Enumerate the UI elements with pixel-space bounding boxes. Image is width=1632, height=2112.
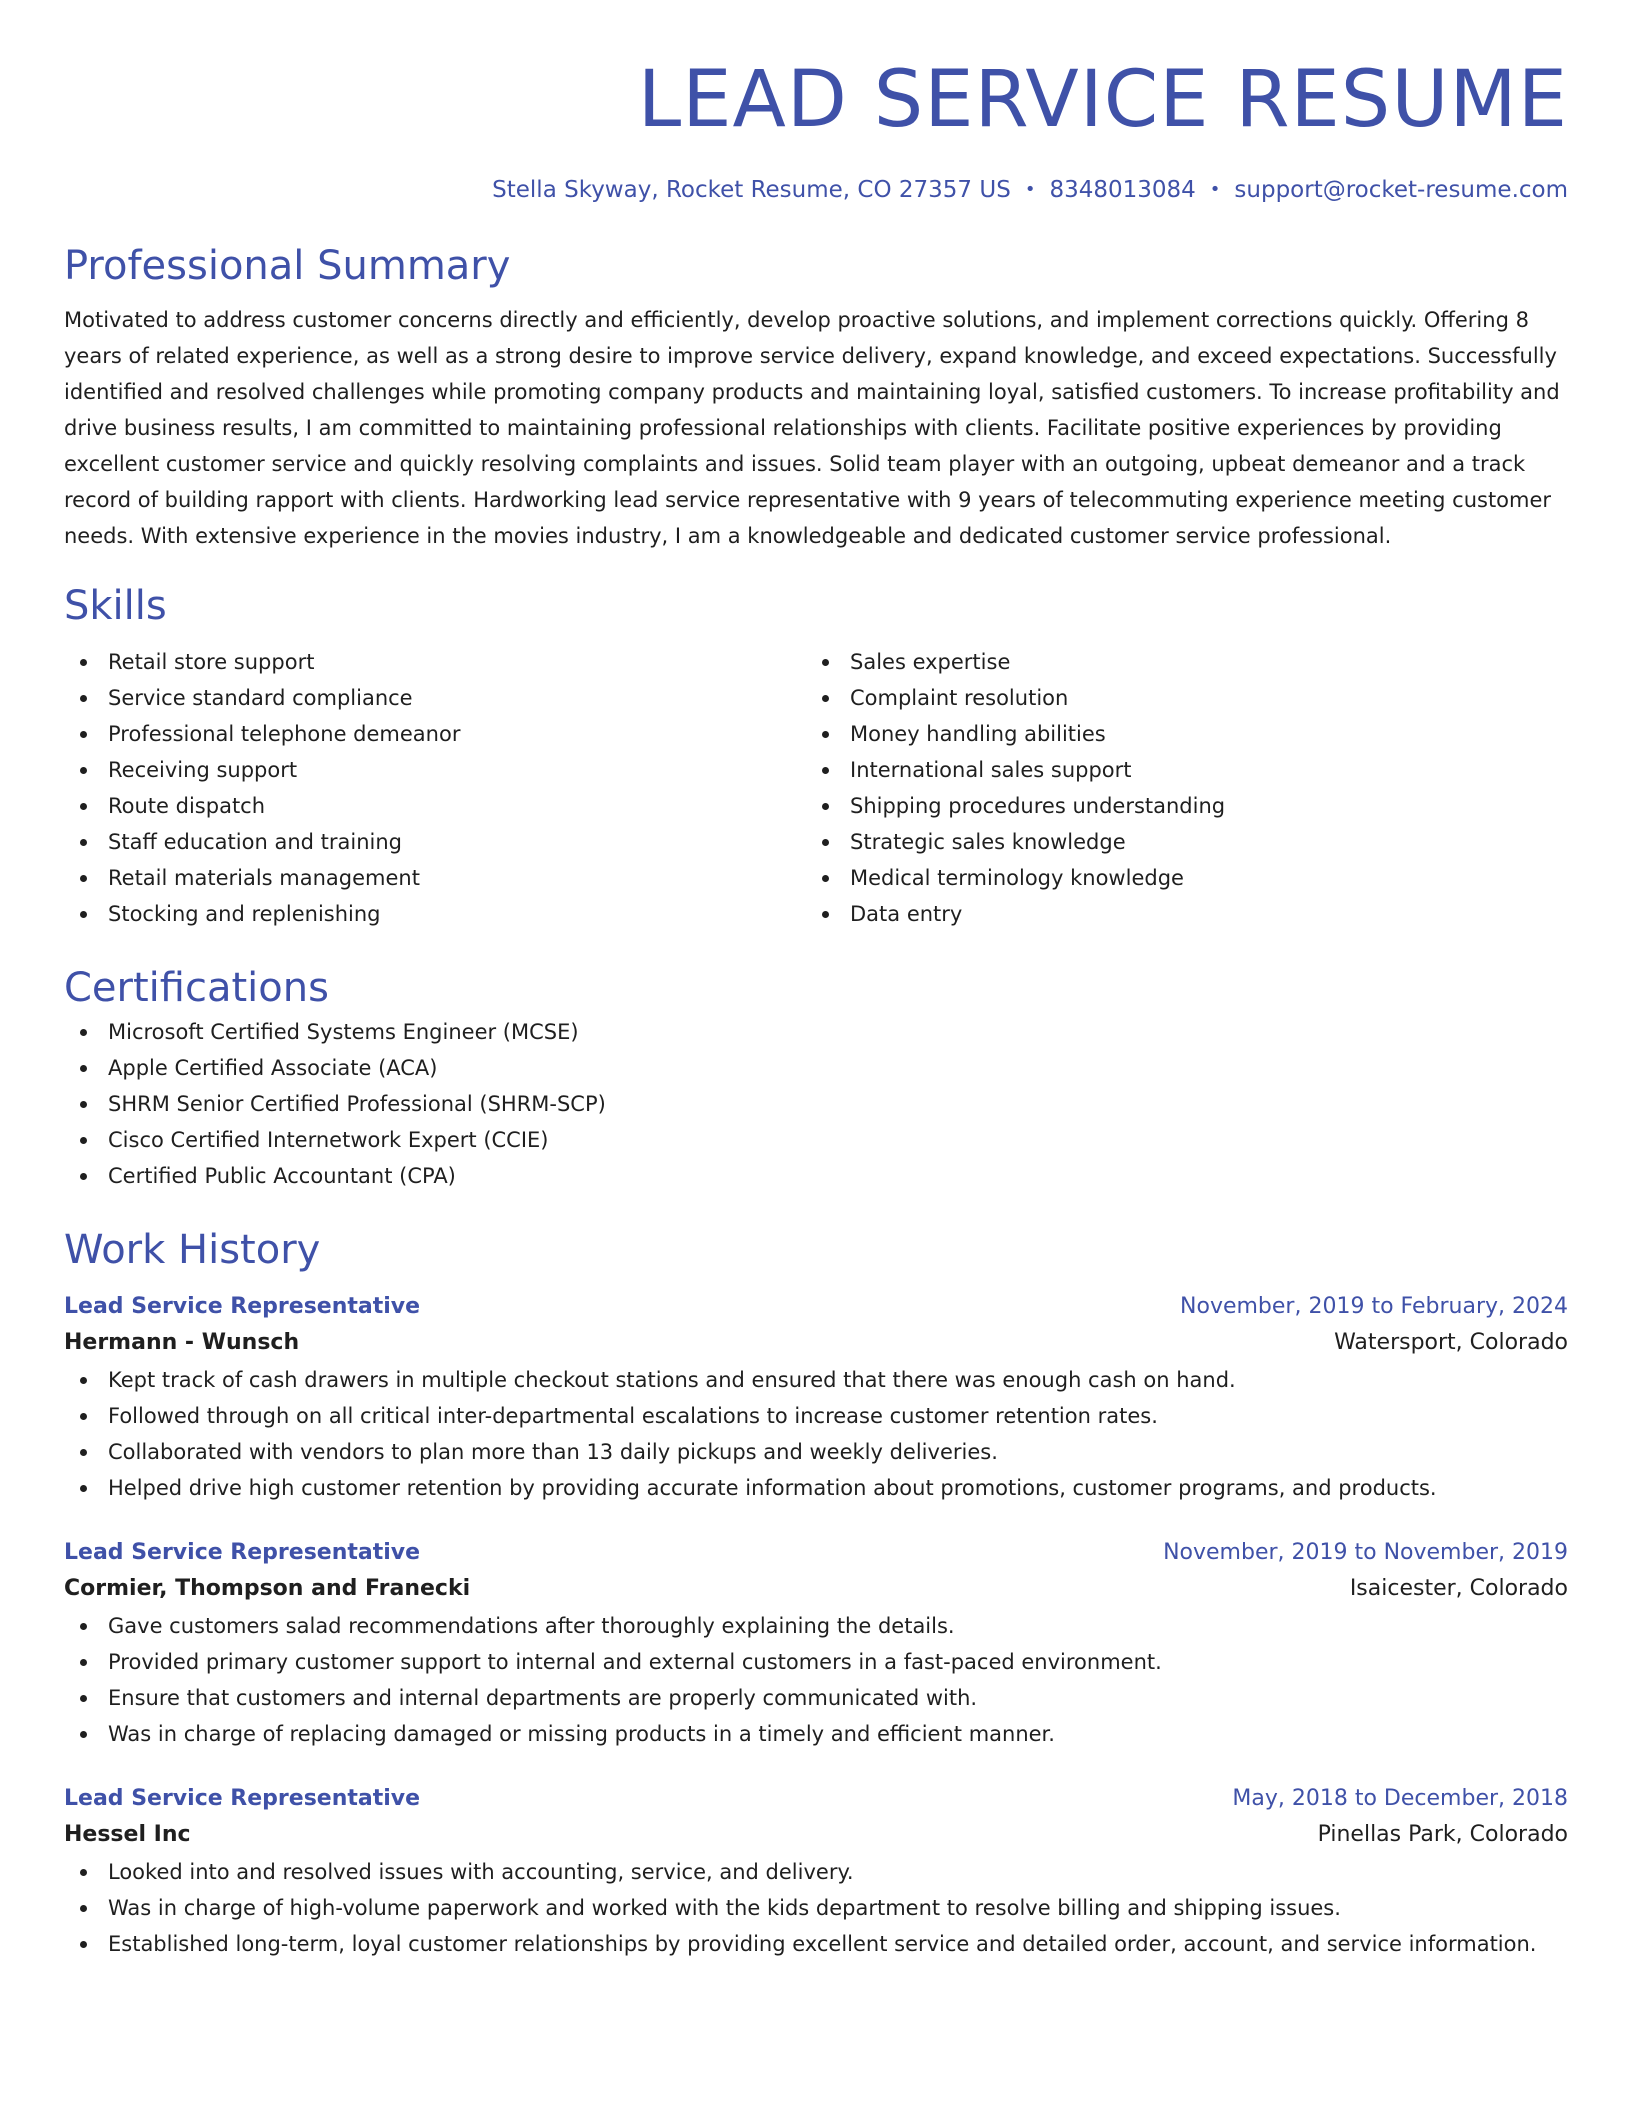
job-title: Lead Service Representative xyxy=(64,1786,421,1811)
job-header-row xyxy=(64,1290,1568,1324)
job-bullet: Helped drive high customer retention by providing accurate information about promotions, customer programs, and products. xyxy=(64,1470,1568,1506)
skill-item: Retail materials management xyxy=(64,860,806,896)
resume-page xyxy=(64,52,1568,1962)
job-bullet-list xyxy=(64,1608,1568,1752)
skills-column-right xyxy=(806,644,1548,932)
skills-heading: Skills xyxy=(64,583,167,629)
certification-item: Cisco Certified Internetwork Expert (CCIE) xyxy=(64,1122,1568,1158)
skills-list-right xyxy=(806,644,1548,932)
job-location: Pinellas Park, Colorado xyxy=(1317,1822,1568,1847)
contact-separator: • xyxy=(1024,179,1036,200)
skill-item: Strategic sales knowledge xyxy=(806,824,1548,860)
job-dates: November, 2019 to February, 2024 xyxy=(1180,1294,1568,1319)
contact-email[interactable]: support@rocket-resume.com xyxy=(1234,177,1568,203)
skill-item: Staff education and training xyxy=(64,824,806,860)
job-company: Hessel Inc xyxy=(64,1822,191,1847)
job-bullet: Established long-term, loyal customer relationships by providing excellent service and detailed order, account, and service information. xyxy=(64,1926,1568,1962)
skill-item: Data entry xyxy=(806,896,1548,932)
certifications-heading: Certifications xyxy=(64,965,329,1011)
job-bullet: Ensure that customers and internal departments are properly communicated with. xyxy=(64,1680,1568,1716)
skill-item: Service standard compliance xyxy=(64,680,806,716)
contact-address: Stella Skyway, Rocket Resume, CO 27357 US xyxy=(492,177,1011,203)
skill-item: Shipping procedures understanding xyxy=(806,788,1548,824)
skill-item: Route dispatch xyxy=(64,788,806,824)
job-location: Watersport, Colorado xyxy=(1334,1330,1568,1355)
skill-item: Stocking and replenishing xyxy=(64,896,806,932)
certification-item: Microsoft Certified Systems Engineer (MCSE) xyxy=(64,1014,1568,1050)
job-location: Isaicester, Colorado xyxy=(1349,1576,1568,1601)
job-entry xyxy=(64,1290,1568,1506)
summary-heading: Professional Summary xyxy=(64,243,511,289)
job-entry xyxy=(64,1782,1568,1962)
job-header-row xyxy=(64,1536,1568,1570)
summary-text: Motivated to address customer concerns directly and efficiently, develop proactive solutions, and implement corrections quickly. Offering 8 years of related experience, as well as a strong desire to improve service delivery, expand knowledge, and exceed expectations. Successfully identified and resolved challenges while promoting company products and maintaining loyal, satisfied customers. To increase profitability and drive business results, I am committed to maintaining professional relationships with clients. Facilitate positive experiences by providing excellent customer service and quickly resolving complaints and issues. Solid team player with an outgoing, upbeat demeanor and a track record of building rapport with clients. Hardworking lead service representative with 9 years of telecommuting experience meeting customer needs. With extensive experience in the movies industry, I am a knowledgeable and dedicated customer service professional. xyxy=(64,308,1560,548)
skills-grid xyxy=(64,644,1568,932)
job-bullet: Was in charge of replacing damaged or missing products in a timely and efficient manner. xyxy=(64,1716,1568,1752)
job-bullet: Collaborated with vendors to plan more than 13 daily pickups and weekly deliveries. xyxy=(64,1434,1568,1470)
job-bullet-list xyxy=(64,1362,1568,1506)
skill-item: Complaint resolution xyxy=(806,680,1548,716)
skill-item: Receiving support xyxy=(64,752,806,788)
job-bullet: Kept track of cash drawers in multiple checkout stations and ensured that there was enough cash on hand. xyxy=(64,1362,1568,1398)
work-history-heading: Work History xyxy=(64,1227,321,1273)
skill-item: International sales support xyxy=(806,752,1548,788)
contact-phone: 8348013084 xyxy=(1049,177,1196,203)
job-company: Hermann - Wunsch xyxy=(64,1330,300,1355)
job-bullet: Was in charge of high-volume paperwork and worked with the kids department to resolve billing and shipping issues. xyxy=(64,1890,1568,1926)
job-entry xyxy=(64,1536,1568,1752)
certification-item: Certified Public Accountant (CPA) xyxy=(64,1158,1568,1194)
certification-item: Apple Certified Associate (ACA) xyxy=(64,1050,1568,1086)
skills-column-left xyxy=(64,644,806,932)
skill-item: Money handling abilities xyxy=(806,716,1548,752)
job-dates: November, 2019 to November, 2019 xyxy=(1163,1540,1568,1565)
job-title: Lead Service Representative xyxy=(64,1540,421,1565)
resume-title: LEAD SERVICE RESUME xyxy=(637,55,1568,145)
contact-separator: • xyxy=(1209,179,1221,200)
job-bullet-list xyxy=(64,1854,1568,1962)
job-title: Lead Service Representative xyxy=(64,1294,421,1319)
job-company-row xyxy=(64,1816,1568,1854)
job-bullet: Followed through on all critical inter-departmental escalations to increase customer retention rates. xyxy=(64,1398,1568,1434)
certification-item: SHRM Senior Certified Professional (SHRM-SCP) xyxy=(64,1086,1568,1122)
job-dates: May, 2018 to December, 2018 xyxy=(1232,1786,1568,1811)
job-company-row xyxy=(64,1324,1568,1362)
skills-list-left xyxy=(64,644,806,932)
job-company: Cormier, Thompson and Franecki xyxy=(64,1576,471,1601)
contact-line xyxy=(64,174,1568,206)
skill-item: Sales expertise xyxy=(806,644,1548,680)
skill-item: Retail store support xyxy=(64,644,806,680)
certifications-list xyxy=(64,1014,1568,1194)
job-company-row xyxy=(64,1570,1568,1608)
job-bullet: Gave customers salad recommendations after thoroughly explaining the details. xyxy=(64,1608,1568,1644)
skill-item: Professional telephone demeanor xyxy=(64,716,806,752)
job-header-row xyxy=(64,1782,1568,1816)
job-bullet: Looked into and resolved issues with accounting, service, and delivery. xyxy=(64,1854,1568,1890)
skill-item: Medical terminology knowledge xyxy=(806,860,1548,896)
job-bullet: Provided primary customer support to internal and external customers in a fast-paced environment. xyxy=(64,1644,1568,1680)
